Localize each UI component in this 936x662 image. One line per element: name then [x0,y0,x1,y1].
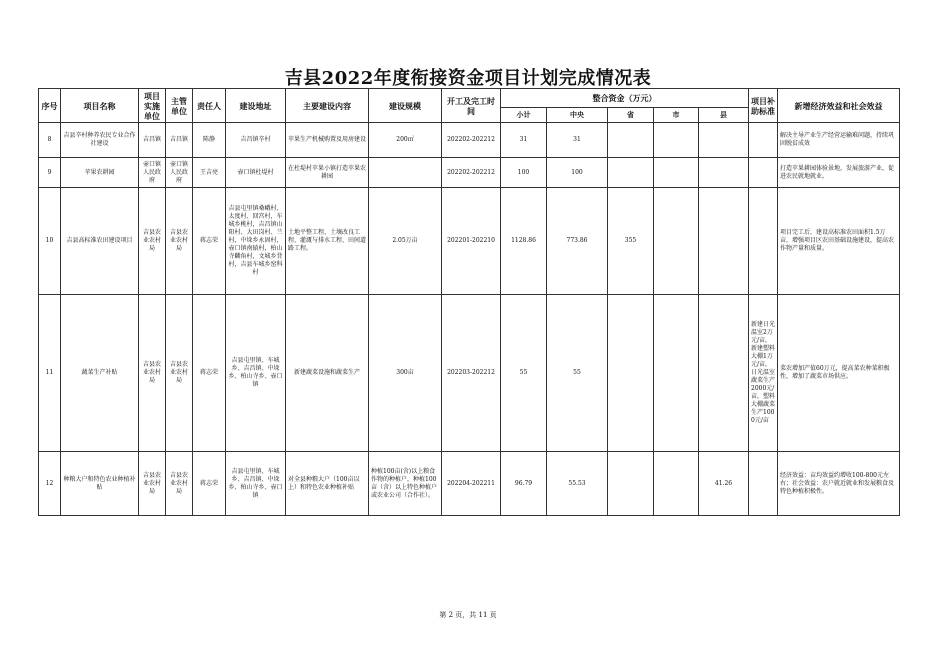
header-content: 主要建设内容 [286,89,369,123]
table-row [39,158,900,188]
cell-province [608,452,654,516]
table-row [39,295,900,452]
cell-county: 41.26 [699,452,749,516]
header-province: 省 [608,108,654,123]
header-addr: 建设地址 [226,89,286,123]
cell-addr: 吉县屯里镇、车城乡、吉昌镇、中垛乡、柏山寺乡、壶口镇 [226,295,286,452]
cell-central: 31 [547,123,608,158]
cell-central: 55 [547,295,608,452]
header-mgr: 主管单位 [166,89,193,123]
cell-impl: 吉县农业农村局 [139,188,166,295]
header-city: 市 [654,108,699,123]
cell-central: 773.86 [547,188,608,295]
cell-impl: 壶口镇人民政府 [139,158,166,188]
cell-name: 吉县辛村种养农民专业合作社建设 [61,123,139,158]
cell-resp: 陈静 [193,123,226,158]
cell-seq: 11 [39,295,61,452]
header-impl: 项目实施单位 [139,89,166,123]
cell-county [699,295,749,452]
cell-addr: 吉昌镇辛村 [226,123,286,158]
cell-subsidy: 新建日光温室2万元/亩，新建塑料大棚1万元/亩，日光温室蔬菜生产2000元/亩，塑料大棚蔬菜生产1000元/亩 [749,295,778,452]
cell-subtotal: 55 [501,295,547,452]
cell-content: 苹果生产机械购置及用房建设 [286,123,369,158]
cell-city [654,158,699,188]
cell-impl: 吉县农业农村局 [139,452,166,516]
cell-province [608,295,654,452]
header-subsidy: 项目补助标准 [749,89,778,123]
header-resp: 责任人 [193,89,226,123]
cell-city [654,188,699,295]
cell-subsidy [749,188,778,295]
cell-time: 202201-202210 [442,188,501,295]
cell-content: 新建蔬菜设施和蔬菜生产 [286,295,369,452]
cell-content: 在杜堤村苹果小镇打造苹果农耕园 [286,158,369,188]
header-benefit: 新增经济效益和社会效益 [778,89,900,123]
cell-scale [369,158,442,188]
cell-impl: 吉县农业农村局 [139,295,166,452]
cell-scale: 200㎡ [369,123,442,158]
header-time: 开工及完工时间 [442,89,501,123]
cell-seq: 8 [39,123,61,158]
cell-central: 100 [547,158,608,188]
cell-province: 355 [608,188,654,295]
cell-content: 对全县种粮大户（100亩以上）和特色农业种植补贴 [286,452,369,516]
cell-mgr: 吉昌镇 [166,123,193,158]
cell-central: 55.53 [547,452,608,516]
cell-name: 蔬菜生产补贴 [61,295,139,452]
cell-mgr: 吉县农业农村局 [166,452,193,516]
cell-addr: 吉县屯里镇、车城乡、吉昌镇、中垛乡、柏山寺乡、壶口镇 [226,452,286,516]
cell-mgr: 壶口镇人民政府 [166,158,193,188]
cell-subtotal: 100 [501,158,547,188]
table-body [39,123,900,516]
header-county: 县 [699,108,749,123]
cell-benefit: 经济效益：亩均效益约增收100-800元左右；社会效益：农户就近就业和发展粮食及特色种植积极性。 [778,452,900,516]
header-central: 中央 [547,108,608,123]
table-row [39,188,900,295]
page-footer: 第 2 页，共 11 页 [439,611,497,619]
cell-scale: 种植100亩(含)以上粮食作物的种植户，种植100亩（含）以上特色种植户或农业公司（合作社）。 [369,452,442,516]
cell-city [654,295,699,452]
project-table [38,88,900,516]
cell-resp: 蒋志荣 [193,188,226,295]
cell-benefit: 项目完工后，建设高标准农田面积1.5万亩，增强项目区农田基础设施建设，提高农作物产量和质量。 [778,188,900,295]
table-row [39,452,900,516]
cell-province [608,158,654,188]
cell-subtotal: 96.79 [501,452,547,516]
cell-city [654,452,699,516]
cell-county [699,188,749,295]
cell-name: 苹果农耕园 [61,158,139,188]
cell-benefit: 打造苹果耕园体验景地，发展旅游产业，促进农民就地就业。 [778,158,900,188]
cell-subsidy [749,123,778,158]
cell-name: 种粮大户和特色农业种植补贴 [61,452,139,516]
cell-county [699,158,749,188]
cell-benefit: 解决主导产业生产经营运输难问题，持续巩固脱贫成效 [778,123,900,158]
cell-county [699,123,749,158]
cell-seq: 10 [39,188,61,295]
cell-time: 202202-202212 [442,158,501,188]
cell-mgr: 吉县农业农村局 [166,188,193,295]
header-funds: 整合资金（万元） [501,89,749,108]
cell-time: 202202-202212 [442,123,501,158]
page-title: 吉县2022年度衔接资金项目计划完成情况表 [284,68,652,89]
cell-time: 202204-202211 [442,452,501,516]
cell-city [654,123,699,158]
cell-impl: 吉昌镇 [139,123,166,158]
cell-seq: 12 [39,452,61,516]
cell-scale: 300亩 [369,295,442,452]
cell-scale: 2.05万亩 [369,188,442,295]
cell-benefit: 菜农增加产值60万元，提高菜农种菜积极性，增加了蔬菜市场供应。 [778,295,900,452]
header-scale: 建设规模 [369,89,442,123]
cell-time: 202203-202212 [442,295,501,452]
cell-province [608,123,654,158]
cell-subtotal: 31 [501,123,547,158]
cell-subtotal: 1128.86 [501,188,547,295]
cell-addr: 壶口镇杜堤村 [226,158,286,188]
cell-resp: 蒋志荣 [193,452,226,516]
cell-subsidy [749,158,778,188]
cell-subsidy [749,452,778,516]
cell-addr: 吉县屯里镇桑峨村、太度村、回宫村，车城乡桃村，吉昌镇山阳村、大田岗村、兰村，中垛乡永固村，壶口镇南辕村，柏山寺麟角村，文城乡背村，吉县车城乡窑科村 [226,188,286,295]
header-name: 项目名称 [61,89,139,123]
cell-name: 吉县高标准农田建设项目 [61,188,139,295]
cell-resp: 王吉亮 [193,158,226,188]
table-header [39,89,900,123]
cell-resp: 蒋志荣 [193,295,226,452]
header-seq: 序号 [39,89,61,123]
cell-content: 土地平整工程、土壤改良工程、灌溉与排水工程、田间道路工程。 [286,188,369,295]
cell-mgr: 吉县农业农村局 [166,295,193,452]
table-row [39,123,900,158]
cell-seq: 9 [39,158,61,188]
header-subtotal: 小计 [501,108,547,123]
